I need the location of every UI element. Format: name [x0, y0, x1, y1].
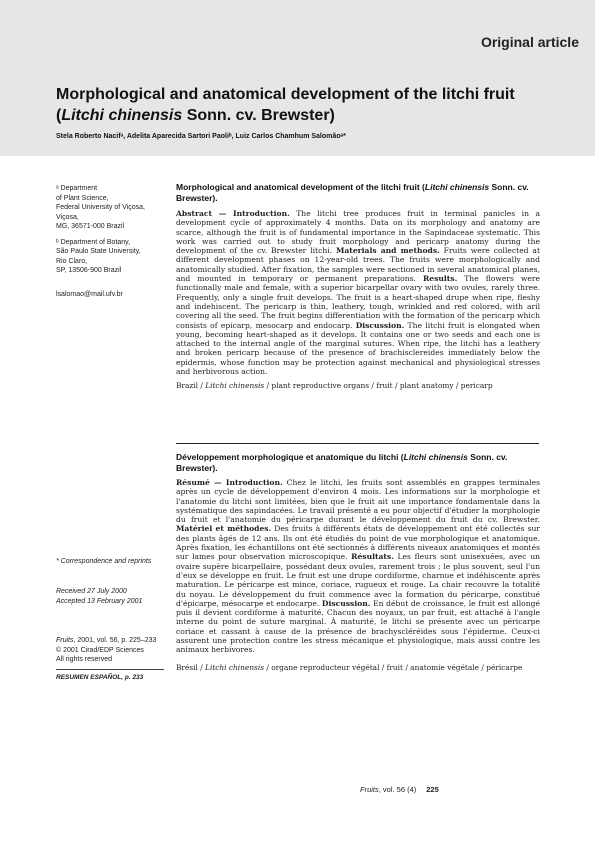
correspondence-note: * Correspondence and reprints [56, 558, 152, 565]
affiliation-a: ᵃ Department of Plant Science, Federal University of Viçosa, Viçosa, MG, 36571-000 Brazil [56, 185, 145, 230]
discussion-label: Discussion. [355, 320, 405, 330]
section-label: Original article [480, 34, 579, 50]
rights-line: All rights reserved [56, 656, 113, 663]
citation-line: Fruits, 2001, vol. 56, p. 225–233 [56, 637, 157, 644]
sidebar-divider [56, 669, 164, 670]
page-footer [360, 785, 439, 794]
title-text-2: Sonn. cv. Brewster) [182, 107, 335, 124]
abstract-body: Abstract — Introduction. The litchi tree produces fruit in terminal panicles in a development cycle of approximately 4 months. Data on its morphology and anatomy are scarce, although the fruit is of fundamental importance in the Sapindaceae systematic. This work was carried out to study fruit morphology and pericarp anatomy during the development of the cv. Brewster litchi. Materials and methods. Fruits were collected at different development phases on 12-year-old trees. The fruits were morphologically and anatomically studied. After fixation, the samples were sectioned in several anatomical planes, and mounted in temporary or permanent preparations. Results. The flowers were functionally male and female, with a superior bicarpellar ovary with two ovules, rarely three. Frequently, only a single fruit develops. The fruit is a heart-shaped drupe when ripe, fleshy and indehiscent. The pericarp is thin, leathery, tough, wrinkled and red colored, with aril covering all the seed. The fruit begins differentiation with the formation of the pericarp which consists of epicarp, mesocarp and endocarp. Discussion. The litchi fruit is elongated when young, becoming heart-shaped as it develops. It contains one or two seeds and each one is attached to the internal angle of the marginal sutures. When ripe, the litchi has a leathery and broken pericarp because of the presence of brachisclereides immediately below the epidermis, whose function may be protection against mechanical and physiological stresses and herbivorous action. [176, 209, 541, 377]
footer-volume: , vol. 56 (4) [378, 785, 417, 794]
affiliations [56, 184, 174, 282]
abstract-keywords: Brazil / Litchi chinensis / plant reproductive organs / fruit / plant anatomy / pericarp [176, 381, 493, 390]
affiliation-b: ᵇ Department of Botany, São Paulo State University, Rio Claro, SP, 13506-900 Brazil [56, 238, 141, 274]
publication-dates [56, 587, 174, 606]
received-date: Received 27 July 2000 [56, 588, 127, 595]
resume-title: Développement morphologique et anatomique du litchi (Litchi chinensis Sonn. cv. Brewster). [176, 452, 508, 473]
abstract-title-species: Litchi chinensis [424, 182, 490, 192]
resume-body: Résumé — Introduction. Chez le litchi, les fruits sont assemblés en grappes terminales après un cycle de développement d'environ 4 mois. Les informations sur la morphologie et l'anatomie du litchi sont limitées, bien que le fruit ait une importance fondamentale dans la systématique des sapindacées. Le travail présenté a eu pour objectif d'étudier la morphologie du fruit et l'anatomie du péricarpe durant le développement du fruit du cv. Brewster. Matériel et méthodes. Des fruits à différents états de développement ont été collectés sur des plants âgés de 12 ans. Ils ont été étudiés du point de vue morphologique et anatomique. Après fixation, les échantillons ont été sectionnés à différents niveaux anatomiques et montés sur lames pour observation microscopique. Résultats. Les fleurs sont unisexuées, avec un ovaire supère bicarpellaire, possédant deux ovules, rarement trois ; le plus souvent, seul l'un d'eux se développe en fruit. Le fruit est une drupe cordiforme, charnue et indéhiscente après maturation. Le péricarpe est mince, coriace, rugueux et rouge. La chair recouvre la totalité du noyau. Le développement du fruit commence avec la formation du péricarpe, constitué d'épicarpe, mésocarpe et endocarpe. Discussion. En début de croissance, le fruit est allongé puis il devient cordiforme à maturité. Chacun des noyaux, un par fruit, est attaché à l'angle interne du point de suture marginal. À maturité, le litchi se présente avec un péricarpe coriace et cassant à cause de la présence de brachyscléréides sous l'épiderme. Ceux-ci assurent une protection contre les stress mécanique et physiologique, mais aussi contre les animaux herbivores. [176, 478, 540, 655]
results-label: Results. [422, 274, 458, 284]
abstract-title: Morphological and anatomical development of the litchi fruit (Litchi chinensis Sonn. cv. Brewster). [176, 182, 529, 203]
copyright-line: © 2001 Cirad/EDP Sciences [56, 646, 144, 654]
resume-keywords: Brésil / Litchi chinensis / organe reproducteur végétal / fruit / anatomie végétale / péricarpe [176, 663, 523, 672]
resume-title-species: Litchi chinensis [403, 452, 468, 462]
contact-email[interactable]: lsalomao@mail.ufv.br [56, 291, 123, 298]
title-text-1: Morphological and anatomical development of the litchi fruit ( [56, 86, 515, 124]
resultats-label: Résultats. [351, 552, 394, 562]
accepted-date: Accepted 13 February 2001 [56, 597, 143, 605]
resumen-link[interactable]: RESUMEN ESPAÑOL, p. 233 [56, 674, 144, 681]
methods-label: Materials and methods. [335, 246, 440, 256]
abstract-label: Abstract — Introduction. [176, 209, 290, 218]
author-list: Stela Roberto Nacifᵃ, Adelita Aparecida Sartori Paoliᵇ, Luiz Carlos Chamhum Salomãoᵃ* [56, 133, 346, 140]
resume-label: Résumé — Introduction. [176, 478, 283, 487]
discussion-fr-label: Discussion. [321, 598, 371, 608]
methodes-label: Matériel et méthodes. [176, 524, 272, 534]
footer-journal: Fruits [360, 785, 379, 794]
citation-block [56, 636, 174, 665]
article-title [56, 84, 556, 126]
page-number: 225 [426, 785, 439, 794]
title-species: Litchi chinensis [61, 107, 183, 124]
section-divider [176, 443, 539, 444]
